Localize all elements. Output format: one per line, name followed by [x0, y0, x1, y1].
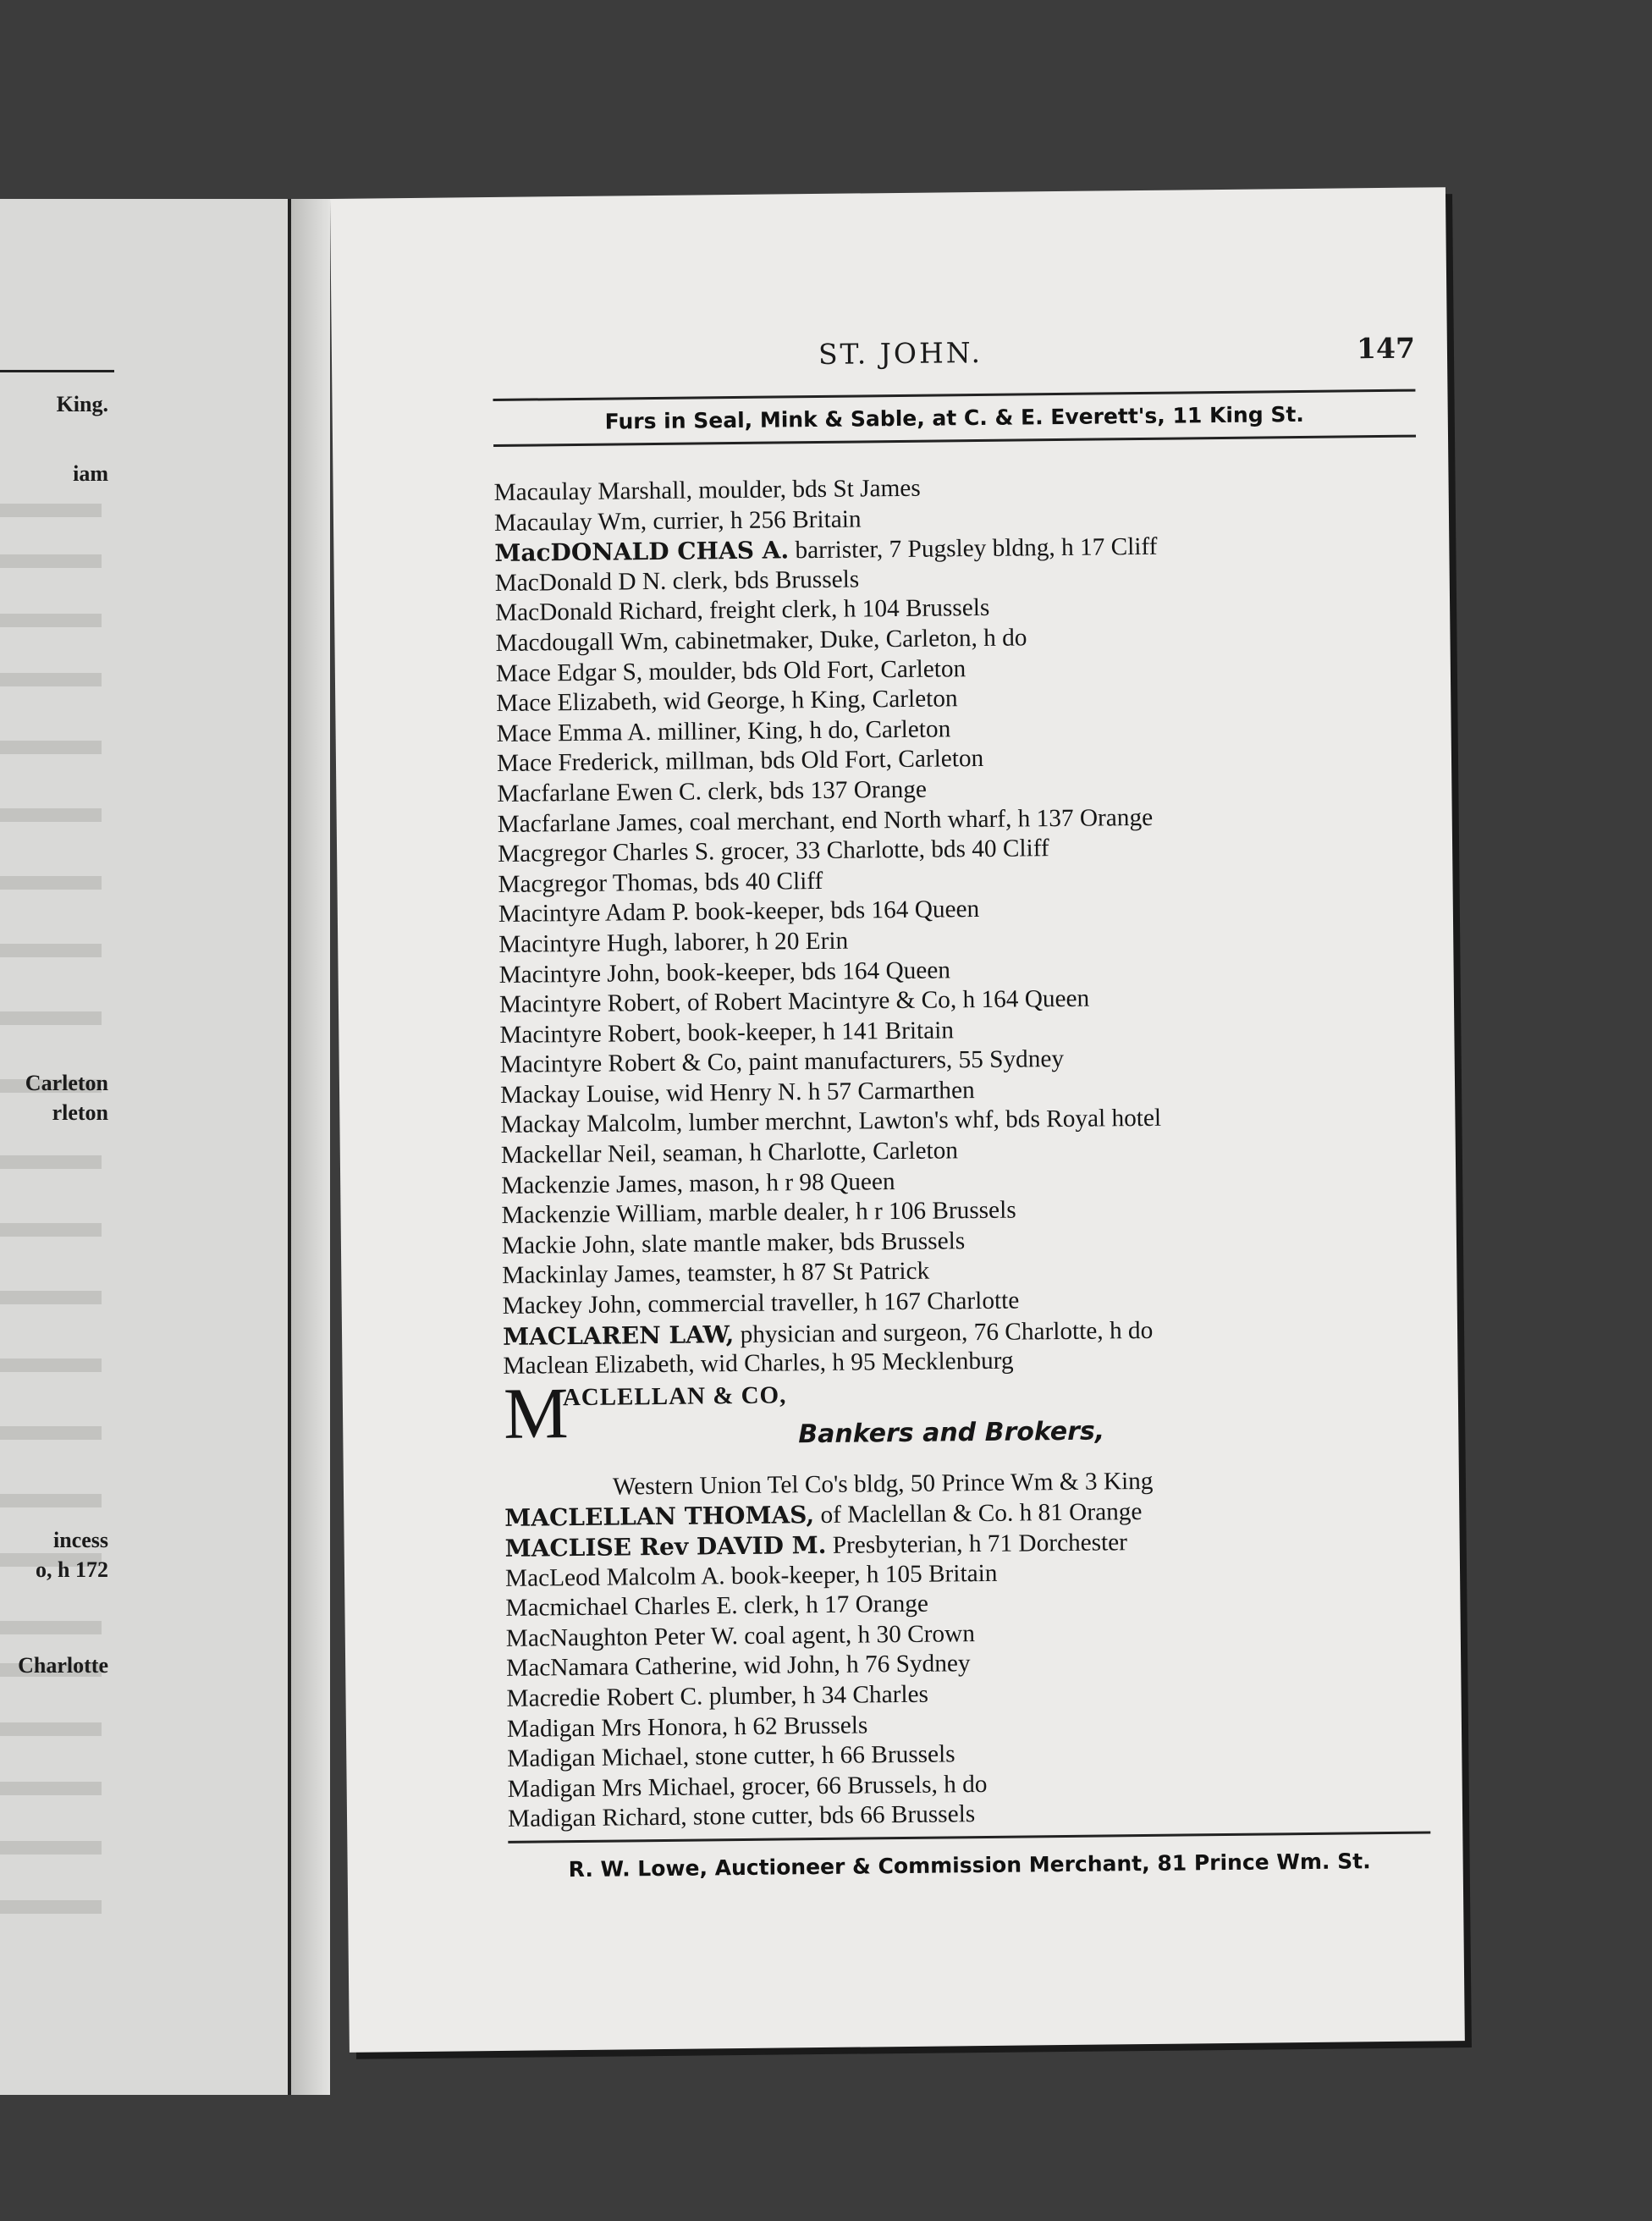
entry-text: Mackinlay James, teamster, h 87 St Patrick — [502, 1258, 930, 1290]
entry-text: Presbyterian, h 71 Dorchester — [826, 1529, 1128, 1559]
faded-text — [0, 1494, 102, 1507]
entry-text: MacDonald D N. clerk, bds Brussels — [494, 565, 860, 597]
faded-text — [0, 614, 102, 627]
faded-text — [0, 673, 102, 686]
entry-text: Mackay Louise, wid Henry N. h 57 Carmarthen — [499, 1076, 975, 1109]
entry-name: MacDONALD CHAS A. — [494, 536, 790, 568]
entry-text: Madigan Richard, stone cutter, bds 66 Brussels — [507, 1800, 976, 1833]
banner-address: Western Union Tel Co's bldg, 50 Prince Wm & 3 King — [612, 1467, 1154, 1501]
entry-text: Macintyre Robert & Co, paint manufacturers, 55 Sydney — [499, 1045, 1065, 1079]
left-fragment: Charlotte — [18, 1653, 108, 1678]
top-advertisement: Furs in Seal, Mink & Sable, at C. & E. Everett's, 11 King St. — [604, 401, 1304, 434]
facing-page-fragment — [0, 199, 291, 2095]
entry-text: Macaulay Wm, currier, h 256 Britain — [493, 505, 862, 537]
entry-text: Mackey John, commercial traveller, h 167 Charlotte — [502, 1287, 1020, 1320]
entry-name: MACLISE Rev DAVID M. — [504, 1530, 827, 1562]
faded-text — [0, 554, 102, 568]
entry-text: Macgregor Charles S. grocer, 33 Charlotte, bds 40 Cliff — [497, 835, 1049, 868]
entry-text: MacNamara Catherine, wid John, h 76 Sydney — [506, 1650, 971, 1683]
entry-text: Macintyre Robert, book-keeper, h 141 Britain — [499, 1017, 955, 1049]
running-title: ST. JOHN. — [818, 335, 983, 371]
entry-text: of Maclellan & Co. h 81 Orange — [814, 1498, 1143, 1529]
left-fragment: o, h 172 — [36, 1557, 108, 1582]
entry-text: Mace Edgar S, moulder, bds Old Fort, Carleton — [495, 654, 966, 687]
faded-text — [0, 1900, 102, 1914]
drop-cap: M — [503, 1371, 570, 1454]
entry-text: Mackenzie James, mason, h r 98 Queen — [501, 1167, 895, 1199]
faded-text — [0, 1359, 102, 1372]
page-number: 147 — [1356, 331, 1416, 366]
entry-text: MacLeod Malcolm A. book-keeper, h 105 Britain — [504, 1559, 998, 1592]
entry-text: physician and surgeon, 76 Charlotte, h do — [734, 1316, 1154, 1348]
left-fragment: incess — [53, 1528, 108, 1552]
ad-rule — [493, 435, 1416, 447]
entry-text: MacNaughton Peter W. coal agent, h 30 Crown — [505, 1619, 976, 1652]
header-rule — [493, 389, 1415, 401]
entry-text: Madigan Mrs Honora, h 62 Brussels — [506, 1711, 868, 1743]
entry-text: Macintyre Adam P. book-keeper, bds 164 Queen — [498, 896, 980, 929]
faded-text — [0, 1841, 102, 1855]
faded-text — [0, 876, 102, 890]
faded-text — [0, 1223, 102, 1237]
entry-text: Mackay Malcolm, lumber merchnt, Lawton's whf, bds Royal hotel — [500, 1105, 1162, 1139]
entry-text: Mace Emma A. milliner, King, h do, Carleton — [496, 715, 951, 747]
entry-name: MACLELLAN THOMAS, — [504, 1501, 815, 1533]
left-fragment: iam — [73, 461, 108, 486]
entry-text: Macintyre Robert, of Robert Macintyre & Co, h 164 Queen — [498, 984, 1090, 1019]
faded-text — [0, 1291, 102, 1304]
entry-text: Mace Frederick, millman, bds Old Fort, Carleton — [496, 745, 984, 778]
entry-text: Macfarlane Ewen C. clerk, bds 137 Orange — [497, 775, 928, 807]
directory-page — [330, 187, 1465, 2053]
page-header — [493, 332, 1415, 375]
entry-text: Macintyre Hugh, laborer, h 20 Erin — [498, 927, 849, 958]
entry-name: MACLAREN LAW, — [502, 1320, 735, 1351]
entry-text: Maclean Elizabeth, wid Charles, h 95 Mecklenburg — [503, 1347, 1014, 1381]
book-gutter — [291, 199, 330, 2095]
entry-text: Macaulay Marshall, moulder, bds St James — [493, 474, 921, 506]
entry-text: Macintyre John, book-keeper, bds 164 Queen — [498, 956, 951, 989]
left-fragment: King. — [56, 392, 108, 416]
entry-text: Macredie Robert C. plumber, h 34 Charles — [506, 1680, 929, 1712]
banner-firm: ACLELLAN & CO, — [562, 1381, 787, 1412]
entry-text: Mackie John, slate mantle maker, bds Brussels — [501, 1227, 966, 1259]
faded-text — [0, 1722, 102, 1736]
entry-text: Macmichael Charles E. clerk, h 17 Orange — [505, 1590, 929, 1623]
left-rule — [0, 370, 114, 372]
bottom-advertisement: R. W. Lowe, Auctioneer & Commission Merchant, 81 Prince Wm. St. — [568, 1849, 1371, 1882]
left-fragment: rleton — [52, 1100, 108, 1125]
maclellan-banner — [504, 1372, 1435, 1474]
faded-text — [0, 504, 102, 517]
faded-text — [0, 944, 102, 957]
faded-text — [0, 1621, 102, 1634]
entry-text: Madigan Michael, stone cutter, h 66 Brussels — [507, 1740, 955, 1773]
entry-text: Macdougall Wm, cabinetmaker, Duke, Carleton, h do — [495, 624, 1027, 657]
banner-tagline: Bankers and Brokers, — [798, 1416, 1105, 1450]
faded-text — [0, 1782, 102, 1795]
directory-listing — [493, 468, 1439, 1834]
entry-text: Madigan Mrs Michael, grocer, 66 Brussels, h do — [507, 1770, 988, 1803]
entry-text: barrister, 7 Pugsley bldng, h 17 Cliff — [789, 532, 1158, 565]
entry-text: MacDonald Richard, freight clerk, h 104 Brussels — [494, 594, 990, 627]
faded-text — [0, 741, 102, 754]
faded-text — [0, 808, 102, 822]
faded-text — [0, 1155, 102, 1169]
faded-text — [0, 1426, 102, 1440]
entry-text: Mackenzie William, marble dealer, h r 106 Brussels — [501, 1196, 1016, 1230]
entry-text: Mackellar Neil, seaman, h Charlotte, Carleton — [500, 1137, 959, 1170]
entry-text: Mace Elizabeth, wid George, h King, Carleton — [496, 685, 958, 718]
faded-text — [0, 1011, 102, 1025]
entry-text: Macgregor Thomas, bds 40 Cliff — [498, 867, 823, 898]
entry-text: Macfarlane James, coal merchant, end North wharf, h 137 Orange — [497, 803, 1154, 838]
left-fragment: Carleton — [25, 1071, 108, 1095]
